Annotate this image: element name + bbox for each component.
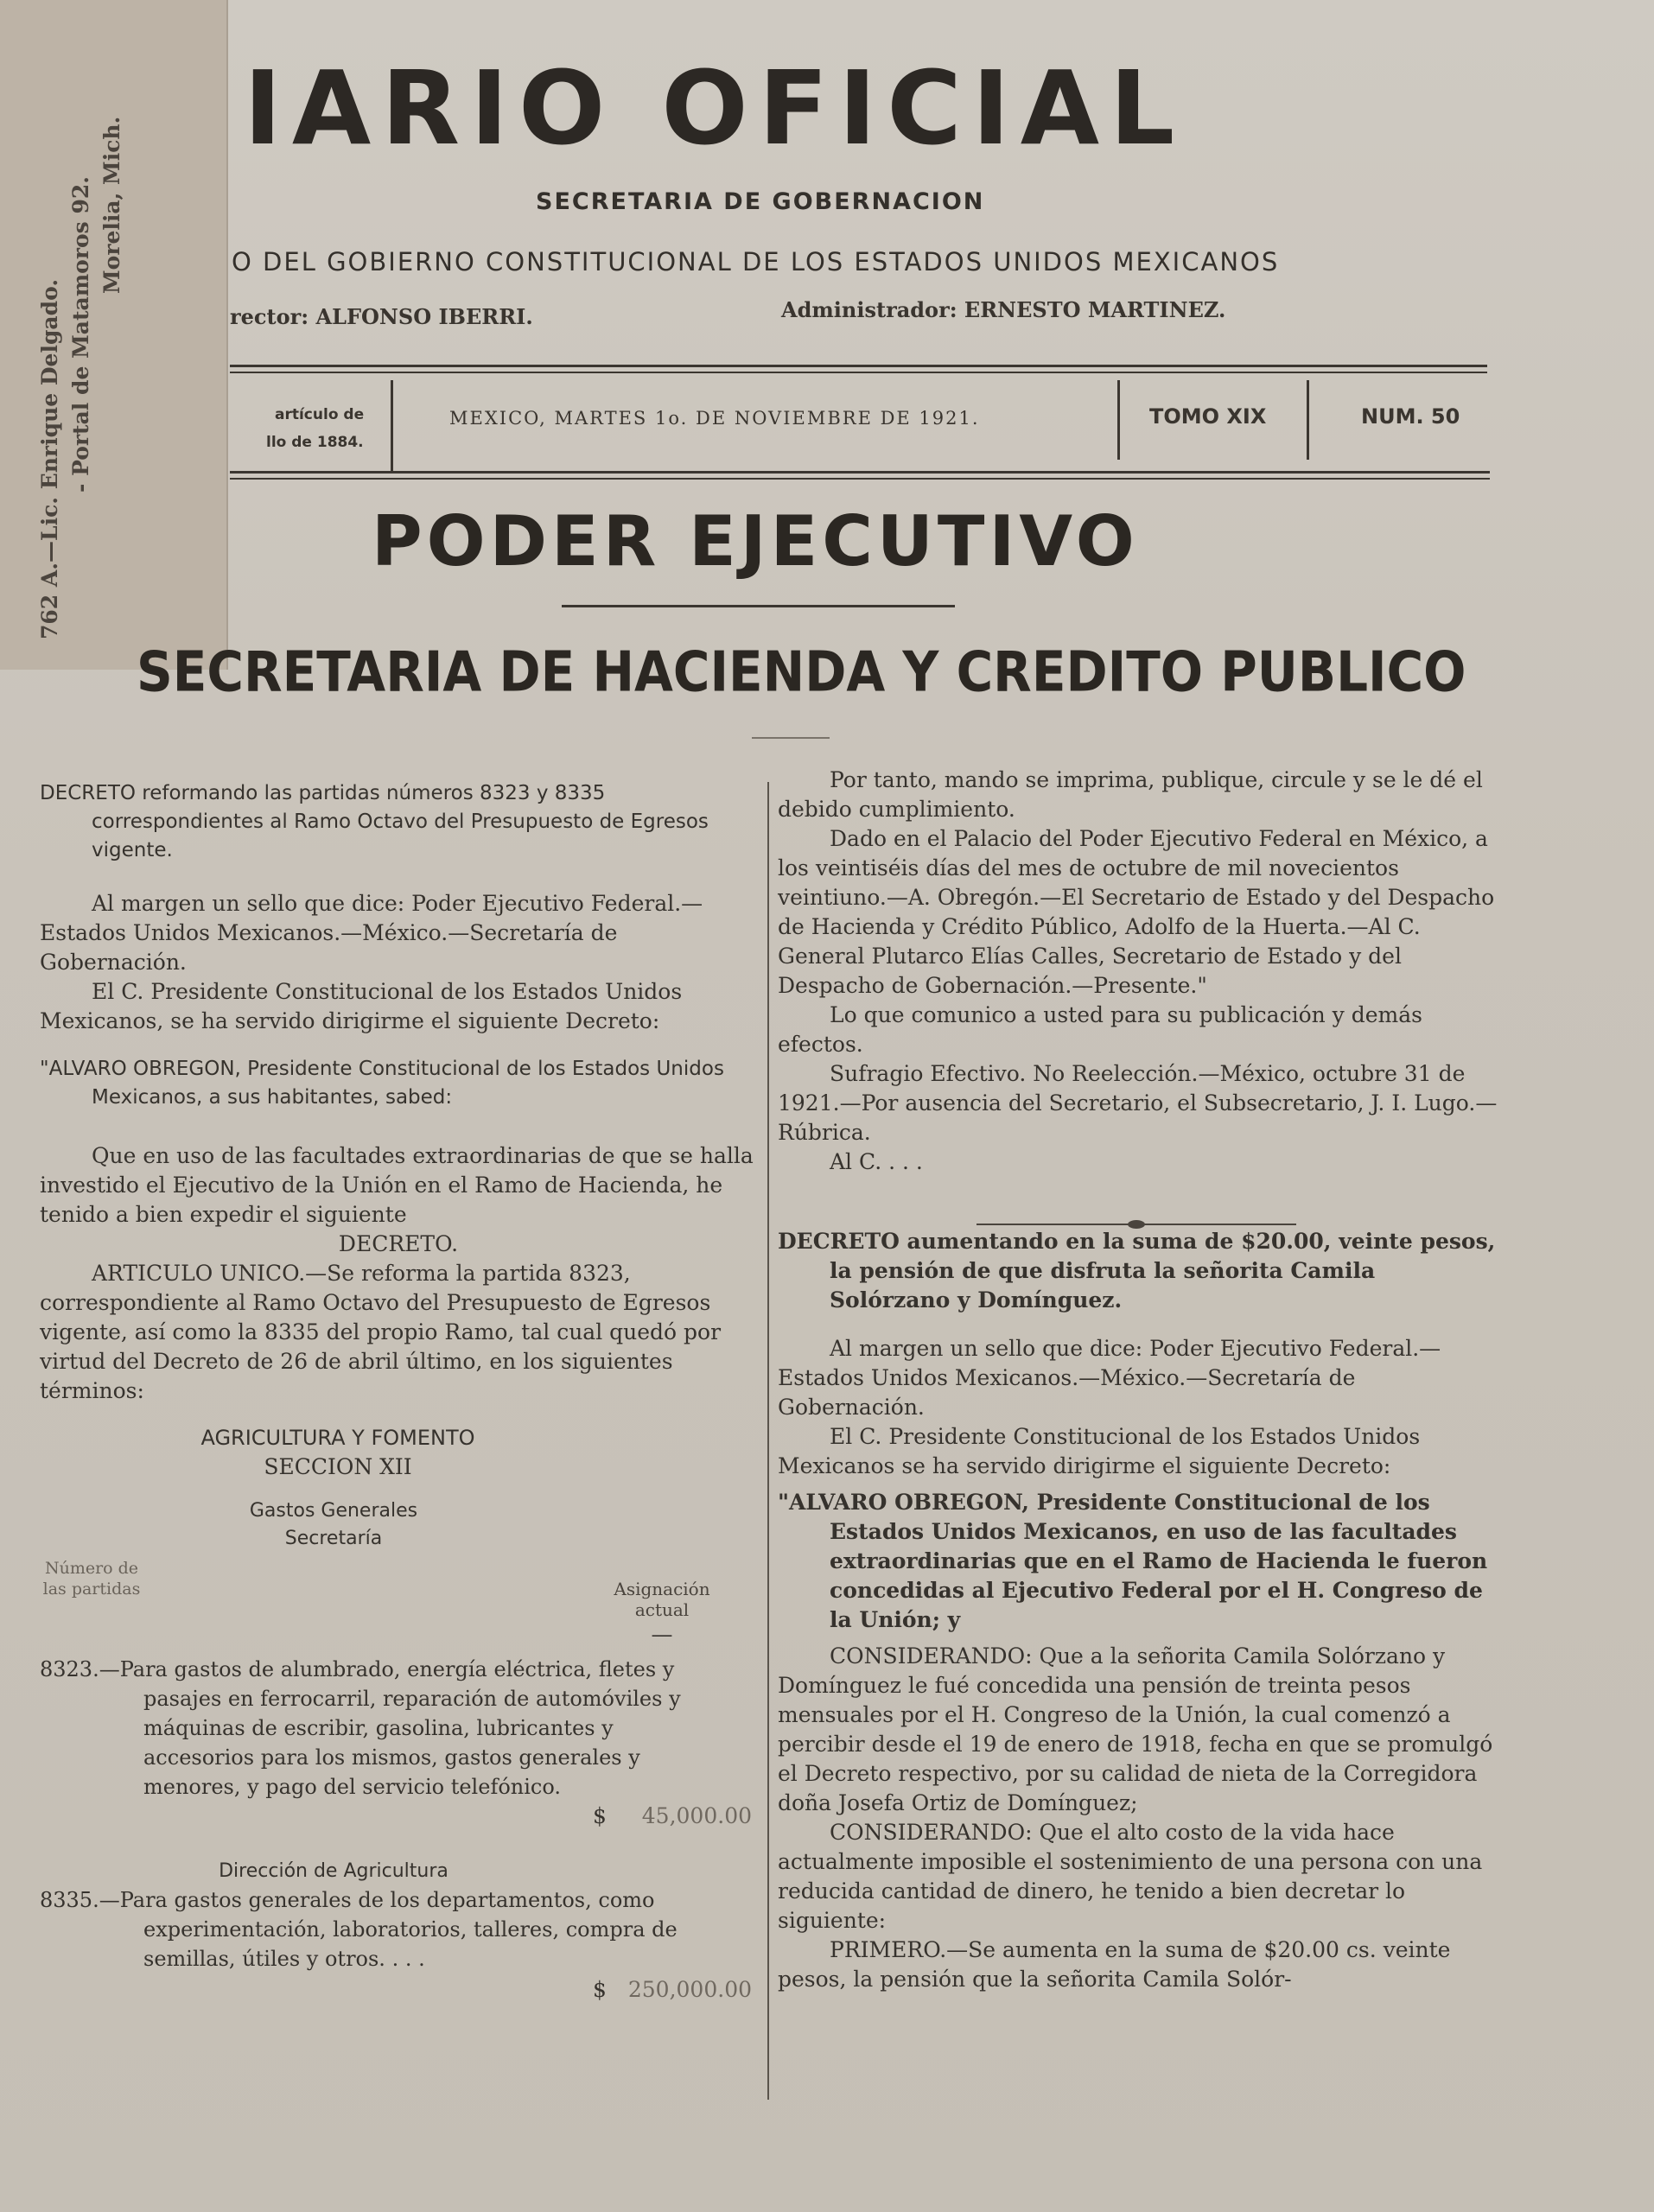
issue-date: MEXICO, MARTES 1o. DE NOVIEMBRE DE 1921. (449, 408, 980, 429)
budget-item-8335-amount: 250,000.00 (627, 1977, 752, 2002)
decree-2-primero: PRIMERO.—Se aumenta en la suma de $20.00 cs. veinte pesos, la pensión que la señorita Camila Solór- (778, 1937, 1451, 1992)
issue-number: NUM. 50 (1361, 404, 1460, 429)
header-rule-bottom-2 (230, 478, 1490, 480)
right-column (778, 766, 1499, 1994)
header-divider-3 (1307, 380, 1309, 460)
decree-1-signature: Sufragio Efectivo. No Reelección.—México, octubre 31 de 1921.—Por ausencia del Secretario, el Subsecretario, J. I. Lugo.—Rúbrica. (778, 1061, 1498, 1145)
header-rule-bottom (230, 471, 1490, 474)
budget-branch: AGRICULTURA Y FOMENTO (200, 1426, 475, 1450)
section-heading: PODER EJECUTIVO (372, 501, 1139, 582)
decree-1-label: DECRETO. (338, 1231, 459, 1256)
header-divider-2 (1117, 380, 1120, 460)
masthead-title: IARIO OFICIAL (244, 48, 1186, 168)
column-divider (767, 782, 769, 2100)
left-column (40, 779, 757, 2006)
budget-item-8323 (40, 1655, 757, 1858)
budget-item-8323-currency: $ (593, 1803, 607, 1828)
decree-1-given: Dado en el Palacio del Poder Ejecutivo Federal en México, a los veintiséis días del mes de octubre de mil novecientos veintiuno.—A. Obregón.—El Secretario de Estado y del Despacho de Hacienda y Crédito Público, Adolfo de la Huerta.—Al C. General Plutarco Elías Calles, Secretario de Estado y del Despacho de Gobernación.—Presente." (778, 826, 1495, 998)
stamp-line-3: Morelia, Mich. (99, 116, 124, 294)
decree-separator-ornament (976, 1218, 1296, 1230)
stamp-line-1: 762 A.—Lic. Enrique Delgado. (37, 278, 62, 639)
decree-1-faculties: Que en uso de las facultades extraordinarias de que se halla investido el Ejecutivo de la Unión en el Ramo de Hacienda, he tenido a bien expedir el siguiente (40, 1143, 754, 1227)
masthead-director: rector: ALFONSO IBERRI. (230, 304, 533, 329)
stamp-line-2: - Portal de Matamoros 92. (68, 176, 93, 493)
budget-heading-secretaria: Secretaría (284, 1528, 383, 1549)
decree-2-considerando-1: CONSIDERANDO: Que a la señorita Camila Solórzano y Domínguez le fué concedida una pensión de treinta pesos mensuales por el H. Congreso de la Unión, la cual comenzó a percibir desde el 19 de enero de 1918, fecha en que se promulgó el Decreto respectivo, por su calidad de nieta de la Corregidora doña Josefa Ortiz de Domínguez; (778, 1643, 1493, 1815)
header-legal-note (232, 401, 364, 456)
header-legal-line-2: llo de 1884. (266, 434, 364, 451)
decree-2-seal: Al margen un sello que dice: Poder Ejecutivo Federal.—Estados Unidos Mexicanos.—México.—Secretaría de Gobernación. (778, 1336, 1441, 1420)
decree-2-president: "ALVARO OBREGON, Presidente Constitucional de los Estados Unidos Mexicanos, en uso de las facultades extraordinarias que en el Ramo de Hacienda le fueron concedidas al Ejecutivo Federal por el H. Congreso de la Unión; y (778, 1490, 1488, 1632)
edge-stamp (35, 35, 207, 639)
budget-heading-gastos: Gastos Generales (249, 1500, 418, 1522)
budget-item-8335-text: 8335.—Para gastos generales de los departamentos, como experimentación, laboratorios, talleres, compra de semillas, útiles y otros. . . . (40, 1888, 678, 1971)
decree-1-order: Por tanto, mando se imprima, publique, circule y se le dé el debido cumplimiento. (778, 767, 1483, 822)
decree-1-president: "ALVARO OBREGON, Presidente Constitucional de los Estados Unidos Mexicanos, a sus habitantes, sabed: (40, 1058, 724, 1109)
decree-2-title: DECRETO aumentando en la suma de $20.00, veinte pesos, la pensión de que disfruta la señorita Camila Solórzano y Domínguez. (778, 1229, 1496, 1313)
budget-item-8335-currency: $ (593, 1977, 607, 2002)
decree-2-intro: El C. Presidente Constitucional de los Estados Unidos Mexicanos se ha servido dirigirme el siguiente Decreto: (778, 1424, 1421, 1478)
masthead-subtitle: SECRETARIA DE GOBERNACION (536, 188, 985, 215)
budget-item-8323-amount: 45,000.00 (641, 1803, 752, 1828)
header-divider-1 (391, 380, 393, 471)
header-legal-line-1: artículo de (275, 406, 365, 423)
budget-heading-direccion: Dirección de Agricultura (219, 1860, 448, 1882)
decree-1-seal: Al margen un sello que dice: Poder Ejecutivo Federal.—Estados Unidos Mexicanos.—México.—Secretaría de Gobernación. (40, 891, 703, 975)
budget-item-8335 (40, 1885, 757, 2006)
decree-2-considerando-2: CONSIDERANDO: Que el alto costo de la vida hace actualmente imposible el sostenimiento de una persona con una reducida cantidad de dinero, he tenido a bien decretar lo siguiente: (778, 1820, 1483, 1933)
decree-1-article: ARTICULO UNICO.—Se reforma la partida 8323, correspondiente al Ramo Octavo del Presupuesto de Egresos vigente, así como la 8335 del propio Ramo, tal cual quedó por virtud del Decreto de 26 de abril último, en los siguientes términos: (40, 1261, 722, 1403)
ministry-heading: SECRETARIA DE HACIENDA Y CREDITO PUBLICO (137, 639, 1466, 704)
masthead-organ: O DEL GOBIERNO CONSTITUCIONAL DE LOS ESTADOS UNIDOS MEXICANOS (232, 247, 1280, 276)
column-header-dash: — (651, 1622, 673, 1647)
decree-1-title: DECRETO reformando las partidas números 8323 y 8335 correspondientes al Ramo Octavo del Presupuesto de Egresos vigente. (40, 782, 709, 861)
column-header-partidas: Número de las partidas (42, 1559, 141, 1599)
ministry-divider (752, 737, 830, 739)
decree-1-intro: El C. Presidente Constitucional de los Estados Unidos Mexicanos, se ha servido dirigirme el siguiente Decreto: (40, 979, 683, 1033)
header-rule-top (230, 365, 1487, 367)
decree-1-addressee: Al C. . . . (830, 1149, 923, 1174)
issue-volume: TOMO XIX (1149, 404, 1267, 429)
masthead-administrator: Administrador: ERNESTO MARTINEZ. (781, 297, 1226, 322)
section-divider (562, 605, 955, 607)
column-header-asignacion: Asignación actual (614, 1579, 710, 1620)
budget-table-header (40, 1558, 757, 1655)
decree-1-communication: Lo que comunico a usted para su publicación y demás efectos. (778, 1002, 1422, 1057)
budget-item-8323-text: 8323.—Para gastos de alumbrado, energía eléctrica, fletes y pasajes en ferrocarril, reparación de automóviles y máquinas de escribir, gasolina, lubricantes y accesorios para los mismos, gastos generales y menores, y pago del servicio telefónico. (40, 1657, 681, 1799)
header-rule-top-2 (230, 372, 1487, 373)
budget-section: SECCION XII (264, 1454, 412, 1479)
